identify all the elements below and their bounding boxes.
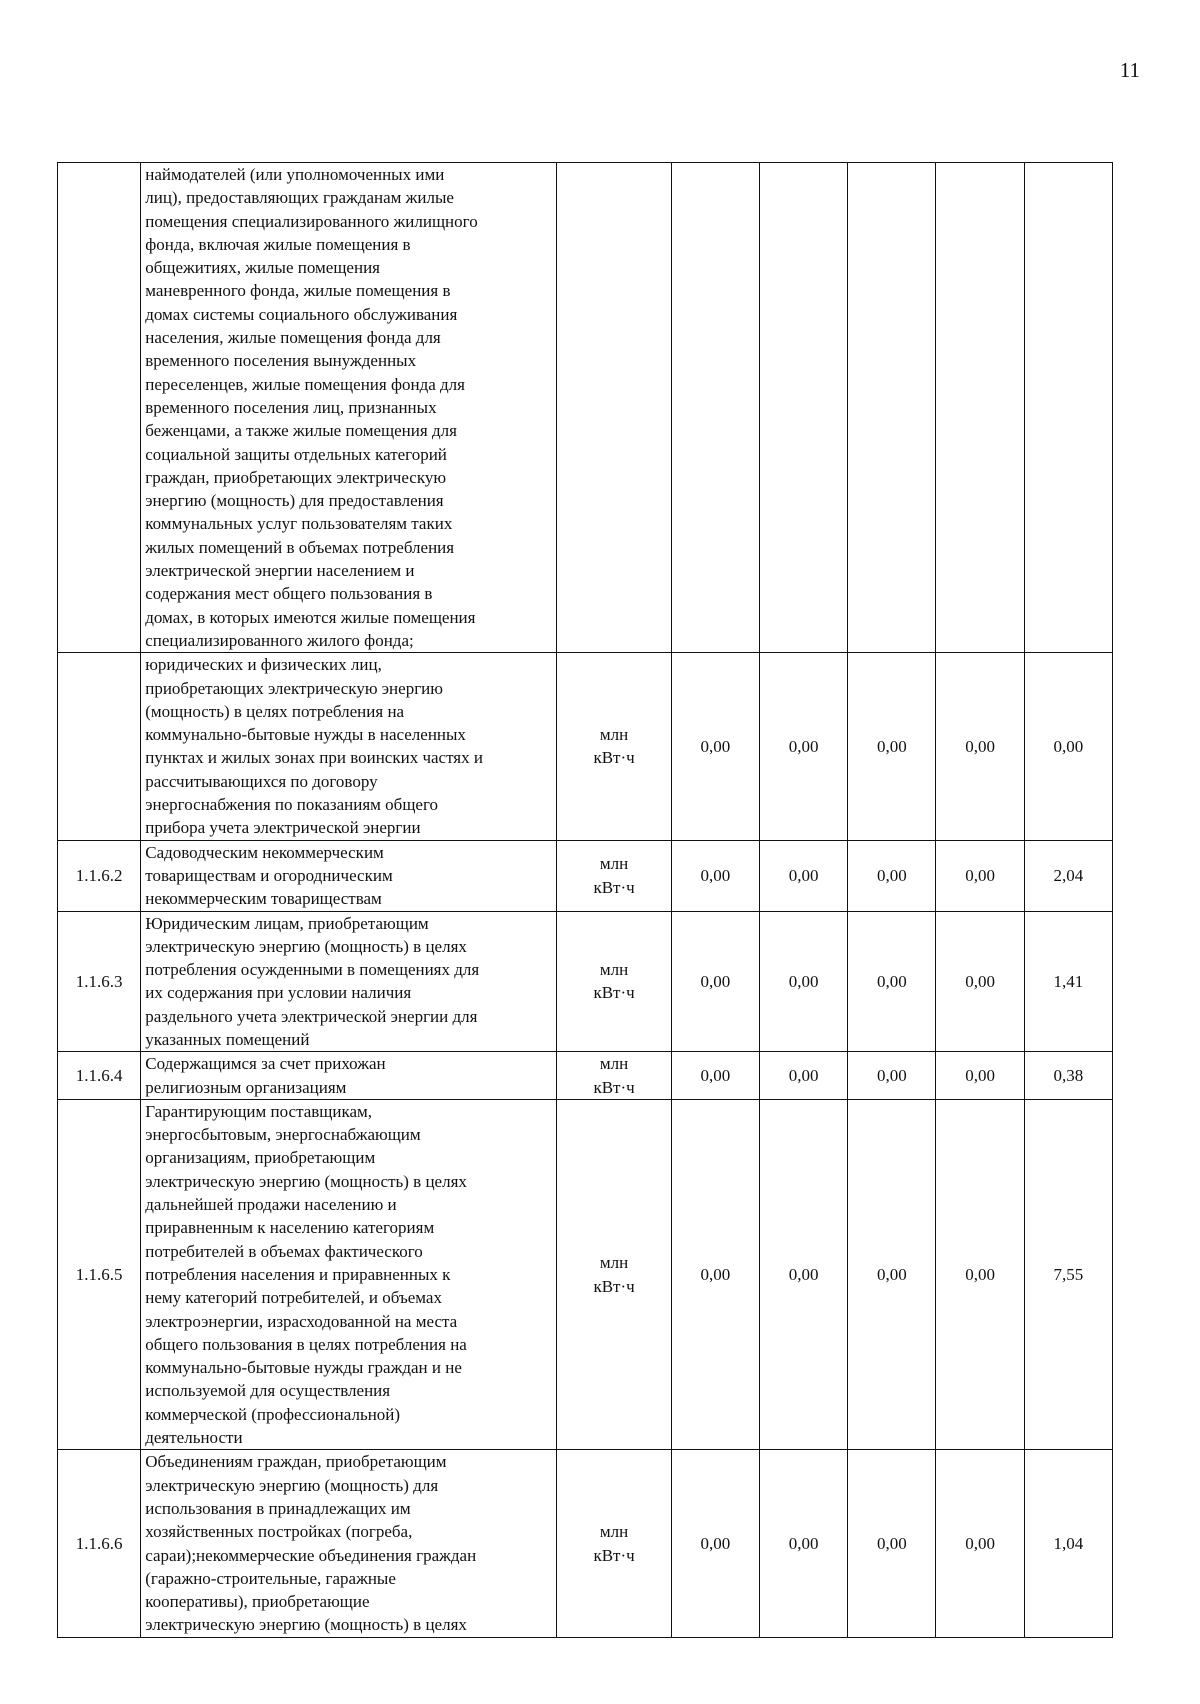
description-line: электроэнергии, израсходованной на места	[145, 1311, 458, 1331]
description-line: домах системы социального обслуживания	[145, 304, 458, 324]
description-line: (гаражно-строительные, гаражные	[145, 1568, 396, 1588]
value-cell: 0,00	[671, 1099, 759, 1449]
value-cell: 0,00	[848, 840, 936, 911]
description-line: раздельного учета электрической энергии для	[145, 1006, 478, 1026]
value-cell: 7,55	[1024, 1099, 1112, 1449]
value-cell: 0,38	[1024, 1052, 1112, 1100]
value-cell: 0,00	[848, 1099, 936, 1449]
value-cell: 1,41	[1024, 911, 1112, 1052]
description-line: дальнейшей продажи населению и	[145, 1195, 397, 1215]
table-row	[58, 1052, 1113, 1100]
description-line: используемой для осуществления	[145, 1381, 391, 1401]
unit-line: млн	[599, 1253, 629, 1273]
table-row	[58, 840, 1113, 911]
description-line: сараи);некоммерческие объединения граждан	[145, 1545, 477, 1565]
table-row	[58, 1450, 1113, 1637]
description-line: нему категорий потребителей, и объемах	[145, 1288, 442, 1308]
description-line: электрическую энергию (мощность) в целях	[145, 1615, 467, 1635]
value-cell: 1,04	[1024, 1450, 1112, 1637]
table-body	[58, 163, 1113, 1638]
description-line: прибора учета электрической энергии	[145, 818, 421, 838]
description-line: специализированного жилого фонда;	[145, 630, 414, 650]
description-line: содержания мест общего пользования в	[145, 584, 433, 604]
value-cell: 0,00	[848, 911, 936, 1052]
description-line: электрической энергии населением и	[145, 561, 415, 581]
value-cell: 0,00	[759, 653, 847, 840]
description-line: Садоводческим некоммерческим	[145, 842, 384, 862]
table-row	[58, 911, 1113, 1052]
table-row	[58, 653, 1113, 840]
row-number: 1.1.6.5	[58, 1099, 141, 1449]
row-description	[141, 1099, 557, 1449]
description-line: электрическую энергию (мощность) в целях	[145, 1171, 467, 1191]
description-line: Содержащимся за счет прихожан	[145, 1054, 386, 1074]
description-line: Юридическим лицам, приобретающим	[145, 913, 429, 933]
description-line: юридических и физических лиц,	[145, 655, 382, 675]
description-line: лиц), предоставляющих гражданам жилые	[145, 188, 454, 208]
value-cell	[1024, 163, 1112, 653]
row-number	[58, 163, 141, 653]
value-cell: 0,00	[936, 653, 1024, 840]
value-cell: 0,00	[671, 1450, 759, 1637]
row-unit	[557, 911, 671, 1052]
description-line: жилых помещений в объемах потребления	[145, 537, 455, 557]
table-row	[58, 163, 1113, 653]
value-cell	[848, 163, 936, 653]
row-description	[141, 163, 557, 653]
value-cell: 0,00	[1024, 653, 1112, 840]
value-cell: 0,00	[936, 1099, 1024, 1449]
description-line: использования в принадлежащих им	[145, 1498, 411, 1518]
value-cell	[936, 163, 1024, 653]
description-line: Гарантирующим поставщикам,	[145, 1101, 373, 1121]
description-line: коммунально-бытовые нужды в населенных	[145, 725, 466, 745]
value-cell: 0,00	[936, 1052, 1024, 1100]
row-description	[141, 1052, 557, 1100]
row-number: 1.1.6.2	[58, 840, 141, 911]
row-unit	[557, 1052, 671, 1100]
description-line: населения, жилые помещения фонда для	[145, 328, 441, 348]
description-line: хозяйственных постройках (погреба,	[145, 1522, 413, 1542]
unit-line: кВт·ч	[593, 1077, 635, 1097]
value-cell: 0,00	[759, 911, 847, 1052]
table-row	[58, 1099, 1113, 1449]
unit-line: кВт·ч	[593, 748, 635, 768]
row-unit	[557, 840, 671, 911]
description-line: (мощность) в целях потребления на	[145, 701, 405, 721]
description-line: товариществам и огородническим	[145, 865, 393, 885]
unit-line: кВт·ч	[593, 983, 635, 1003]
description-line: деятельности	[145, 1428, 243, 1448]
value-cell: 2,04	[1024, 840, 1112, 911]
description-line: потребителей в объемах фактического	[145, 1241, 423, 1261]
value-cell: 0,00	[848, 1052, 936, 1100]
description-line: религиозным организациям	[145, 1077, 347, 1097]
description-line: наймодателей (или уполномоченных ими	[145, 165, 445, 184]
description-line: некоммерческим товариществам	[145, 889, 382, 909]
row-number: 1.1.6.4	[58, 1052, 141, 1100]
row-description	[141, 653, 557, 840]
description-line: электрическую энергию (мощность) в целях	[145, 936, 467, 956]
description-line: приравненным к населению категориям	[145, 1218, 435, 1238]
description-line: общего пользования в целях потребления на	[145, 1334, 467, 1354]
description-line: коммунально-бытовые нужды граждан и не	[145, 1358, 462, 1378]
description-line: рассчитывающихся по договору	[145, 771, 378, 791]
description-line: энергоснабжения по показаниям общего	[145, 795, 439, 815]
row-unit	[557, 163, 671, 653]
description-line: домах, в которых имеются жилые помещения	[145, 607, 476, 627]
tariff-volume-table	[57, 162, 1113, 1638]
description-line: граждан, приобретающих электрическую	[145, 467, 447, 487]
description-line: временного поселения вынужденных	[145, 351, 417, 371]
value-cell	[671, 163, 759, 653]
unit-line: кВт·ч	[593, 1276, 635, 1296]
row-description	[141, 840, 557, 911]
unit-line: млн	[599, 854, 629, 874]
row-number: 1.1.6.3	[58, 911, 141, 1052]
description-line: общежитиях, жилые помещения	[145, 258, 380, 278]
description-line: маневренного фонда, жилые помещения в	[145, 281, 451, 301]
row-description	[141, 911, 557, 1052]
value-cell: 0,00	[671, 1052, 759, 1100]
description-line: потребления населения и приравненных к	[145, 1264, 451, 1284]
description-line: потребления осужденными в помещениях для	[145, 960, 480, 980]
row-description	[141, 1450, 557, 1637]
description-line: временного поселения лиц, признанных	[145, 397, 437, 417]
value-cell: 0,00	[848, 653, 936, 840]
value-cell: 0,00	[671, 653, 759, 840]
row-number: 1.1.6.6	[58, 1450, 141, 1637]
description-line: социальной защиты отдельных категорий	[145, 444, 447, 464]
value-cell: 0,00	[759, 1052, 847, 1100]
value-cell: 0,00	[848, 1450, 936, 1637]
value-cell: 0,00	[936, 911, 1024, 1052]
description-line: энергию (мощность) для предоставления	[145, 491, 444, 511]
description-line: беженцами, а также жилые помещения для	[145, 421, 457, 441]
description-line: указанных помещений	[145, 1029, 310, 1049]
row-unit	[557, 1450, 671, 1637]
value-cell: 0,00	[936, 1450, 1024, 1637]
value-cell: 0,00	[671, 840, 759, 911]
value-cell: 0,00	[936, 840, 1024, 911]
description-line: коммерческой (профессиональной)	[145, 1404, 401, 1424]
description-line: фонда, включая жилые помещения в	[145, 234, 411, 254]
value-cell: 0,00	[671, 911, 759, 1052]
description-line: переселенцев, жилые помещения фонда для	[145, 374, 465, 394]
description-line: коммунальных услуг пользователям таких	[145, 514, 453, 534]
page-number: 11	[1119, 58, 1140, 82]
description-line: Объединениям граждан, приобретающим	[145, 1452, 447, 1472]
unit-line: млн	[599, 725, 629, 745]
description-line: энергосбытовым, энергоснабжающим	[145, 1125, 421, 1145]
unit-line: млн	[599, 1522, 629, 1542]
description-line: пунктах и жилых зонах при воинских частях и	[145, 748, 483, 768]
unit-line: кВт·ч	[593, 877, 635, 897]
row-unit	[557, 653, 671, 840]
unit-line: млн	[599, 960, 629, 980]
description-line: их содержания при условии наличия	[145, 983, 412, 1003]
value-cell: 0,00	[759, 1450, 847, 1637]
row-number	[58, 653, 141, 840]
unit-line: млн	[599, 1054, 629, 1074]
description-line: организациям, приобретающим	[145, 1148, 376, 1168]
value-cell: 0,00	[759, 1099, 847, 1449]
unit-line: кВт·ч	[593, 1545, 635, 1565]
row-unit	[557, 1099, 671, 1449]
description-line: кооперативы), приобретающие	[145, 1592, 370, 1612]
value-cell: 0,00	[759, 840, 847, 911]
description-line: помещения специализированного жилищного	[145, 211, 478, 231]
value-cell	[759, 163, 847, 653]
description-line: приобретающих электрическую энергию	[145, 678, 443, 698]
description-line: электрическую энергию (мощность) для	[145, 1475, 439, 1495]
